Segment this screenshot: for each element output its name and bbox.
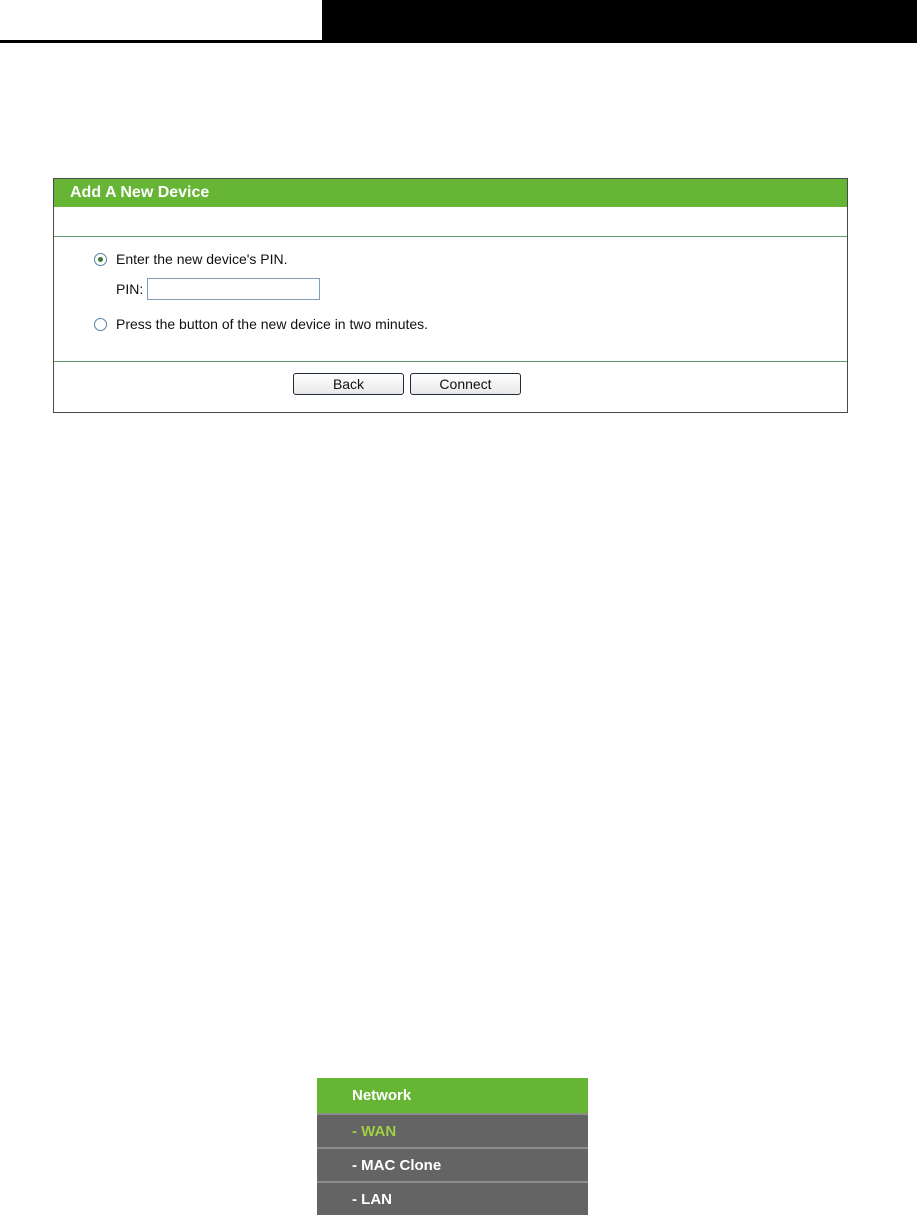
- panel-title: Add A New Device: [54, 179, 847, 207]
- pin-label: PIN:: [116, 281, 144, 297]
- pin-radio-icon[interactable]: [94, 253, 107, 266]
- menu-item-wan[interactable]: - WAN: [317, 1113, 588, 1147]
- pin-row: [116, 278, 320, 300]
- back-button[interactable]: Back: [293, 373, 404, 395]
- option-pin-label: Enter the new device's PIN.: [116, 251, 288, 267]
- panel-body: [54, 237, 847, 361]
- add-device-panel: [53, 178, 848, 413]
- option-pbc[interactable]: [94, 315, 428, 333]
- menu-header-network[interactable]: Network: [317, 1078, 588, 1113]
- option-pin[interactable]: [94, 250, 288, 268]
- menu-item-lan[interactable]: - LAN: [317, 1181, 588, 1215]
- pin-input[interactable]: [147, 278, 320, 300]
- panel-footer: [54, 362, 847, 414]
- network-menu: [317, 1078, 588, 1215]
- header-rule: [0, 40, 917, 43]
- header-block: [322, 0, 917, 41]
- menu-item-mac-clone[interactable]: - MAC Clone: [317, 1147, 588, 1181]
- connect-button[interactable]: Connect: [410, 373, 521, 395]
- pbc-radio-icon[interactable]: [94, 318, 107, 331]
- option-pbc-label: Press the button of the new device in two minutes.: [116, 316, 429, 332]
